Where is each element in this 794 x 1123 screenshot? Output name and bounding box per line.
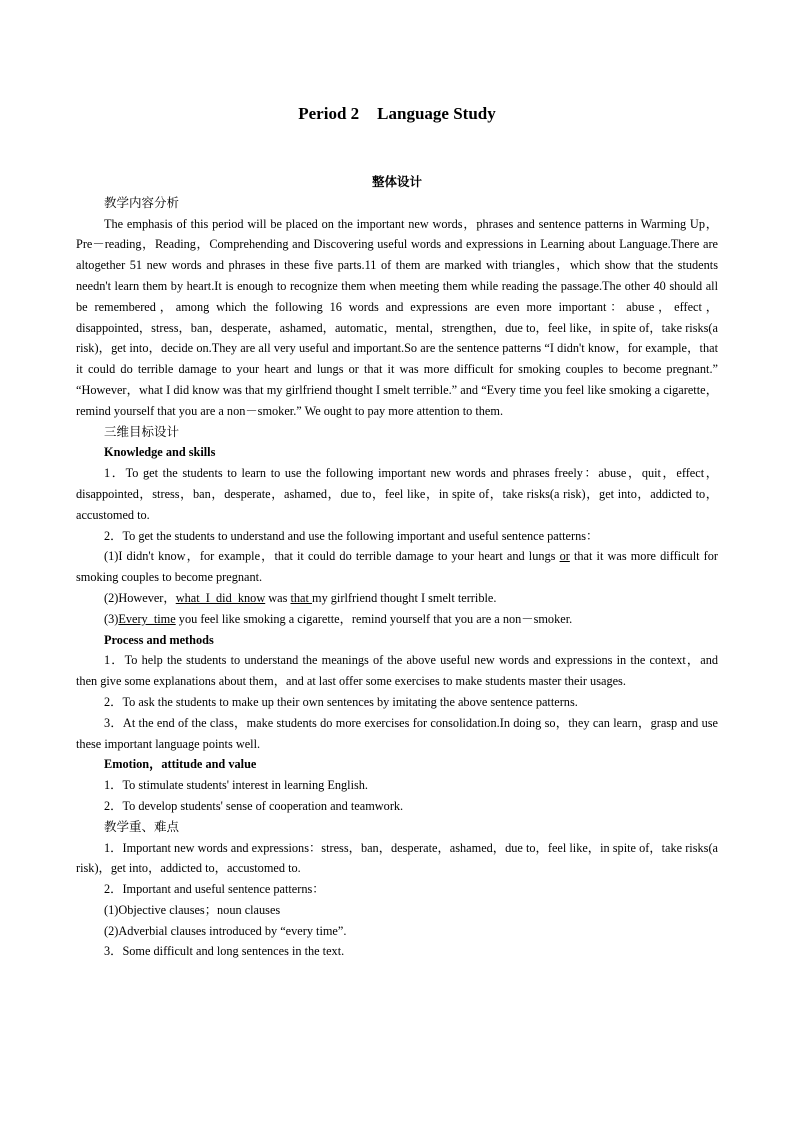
knowledge-item-2: 2．To get the students to understand and use the following important and useful sentence patterns： <box>104 528 599 543</box>
objectives-heading: 三维目标设计 <box>104 423 180 439</box>
sentence-pattern-2 <box>76 588 718 609</box>
content-analysis-paragraph: The emphasis of this period will be placed on the important new words，phrases and sentence patterns in Warming Up，Pre－reading，Reading，Comprehending and Discovering useful words and expressions in Learning about Language.There are altogether 51 new words and phrases in these five parts.11 of them are marked with triangles，which show that the students needn't learn them by heart.It is enough to recognize them when meeting them while reading the passage.The other 40 should all be remembered，among which the following 16 words and expressions are even more important：abuse，effect，disappointed，stress，ban，desperate，ashamed，automatic，mental，strengthen，due to，feel like，in spite of，take risks(a risk)，get into，decide on.They are all very useful and important.So are the sentence patterns “I didn't know，for example，that it could do terrible damage to your heart and lungs or that it was more difficult for smoking couples to become pregnant.” “However，what I did know was that my girlfriend thought I smelt terrible.” and “Every time you feel like smoking a cigarette，remind yourself that you are a non－smoker.” We ought to pay more attention to them. <box>76 216 718 418</box>
knowledge-heading: Knowledge and skills <box>104 445 216 460</box>
title-topic: Language Study <box>377 104 496 123</box>
key-point-3: 3．Some difficult and long sentences in the text. <box>104 944 345 959</box>
sentence-2-rest: my girlfriend thought I smelt terrible. <box>312 590 497 605</box>
process-item-3: 3．At the end of the class，make students do more exercises for consolidation.In doing so，they can learn，grasp and use these important language points well. <box>76 715 718 751</box>
emotion-item-2: 2．To develop students' sense of cooperation and teamwork. <box>104 798 404 813</box>
key-point-2b: (2)Adverbial clauses introduced by “every time”. <box>104 923 347 938</box>
page-title <box>0 102 794 126</box>
sentence-3-text: (3) <box>104 611 119 626</box>
process-item-2: 2．To ask the students to make up their own sentences by imitating the above sentence patterns. <box>104 694 578 709</box>
document-body <box>76 172 718 962</box>
sentence-1-rest: that it was more difficult for smoking couples to become pregnant. <box>76 549 718 585</box>
sentence-3-rest: you feel like smoking a cigarette，remind yourself that you are a non－smoker. <box>175 611 573 626</box>
key-point-2a: (1)Objective clauses；noun clauses <box>104 902 281 917</box>
key-point-2: 2．Important and useful sentence patterns： <box>104 882 325 897</box>
sentence-2-underline-2: that <box>290 590 312 605</box>
content-analysis-heading: 教学内容分析 <box>104 194 180 210</box>
key-points-heading: 教学重、难点 <box>104 818 180 834</box>
sentence-2-mid: was <box>265 590 291 605</box>
title-period: Period 2 <box>298 104 360 123</box>
knowledge-item-1: 1．To get the students to learn to use the following important new words and phrases freely：abuse，quit，effect，disappointed，stress，ban，desperate，ashamed，due to，feel like，in spite of，take risks(a risk)，get into，addicted to，accustomed to. <box>76 466 718 522</box>
process-item-1: 1．To help the students to understand the meanings of the above useful new words and expressions in the context，and then give some explanations about them，and at last offer some exercises to make students master their usages. <box>76 653 718 689</box>
sentence-3-underline: Every_time <box>118 611 176 626</box>
process-heading: Process and methods <box>104 632 214 647</box>
emotion-heading: Emotion，attitude and value <box>104 757 257 772</box>
section-heading: 整体设计 <box>371 174 422 189</box>
emotion-item-1: 1．To stimulate students' interest in learning English. <box>104 778 368 793</box>
sentence-1-text: (1)I didn't know，for example，that it could do terrible damage to your heart and lungs <box>104 549 560 564</box>
sentence-2-underline-1: what_I_did_know <box>175 590 266 605</box>
key-point-1: 1．Important new words and expressions：stress，ban，desperate，ashamed，due to，feel like，in spite of，take risks(a risk)，get into，addicted to，accustomed to. <box>76 840 718 876</box>
sentence-pattern-3 <box>76 609 718 630</box>
sentence-pattern-1 <box>76 546 718 588</box>
sentence-2-text: (2)However， <box>104 590 176 605</box>
sentence-1-underline: or <box>559 549 570 564</box>
